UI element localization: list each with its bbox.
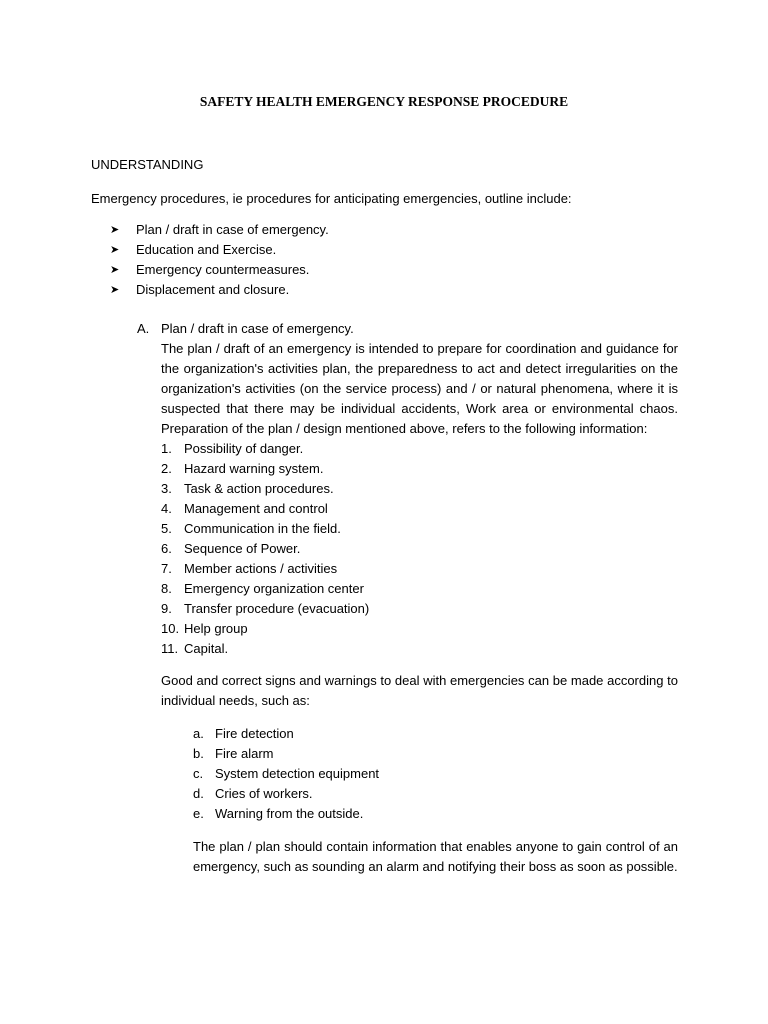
section-marker: A. [137, 321, 150, 336]
list-item: 1. Possibility of danger. [161, 441, 304, 456]
bullet-item: ➤ Education and Exercise. [110, 240, 329, 260]
list-item: 10. Help group [161, 621, 248, 636]
section-a [137, 319, 678, 877]
list-item: 4. Management and control [161, 501, 328, 516]
numbered-list [137, 439, 678, 659]
list-item: c. System detection equipment [193, 766, 380, 781]
intro-text: Emergency procedures, ie procedures for anticipating emergencies, outline include: [91, 191, 572, 206]
section-a-heading [137, 319, 678, 339]
list-item: 5. Communication in the field. [161, 521, 341, 536]
section-a-title: Plan / draft in case of emergency. [161, 321, 354, 336]
arrow-bullet-icon: ➤ [110, 264, 120, 276]
list-item: a. Fire detection [193, 726, 294, 741]
list-item: b. Fire alarm [193, 746, 274, 761]
arrow-bullet-icon: ➤ [110, 284, 120, 296]
list-item: 3. Task & action procedures. [161, 481, 334, 496]
list-item: e. Warning from the outside. [193, 806, 364, 821]
bullet-item: ➤ Displacement and closure. [110, 280, 329, 300]
list-item: 8. Emergency organization center [161, 581, 364, 596]
control-paragraph: The plan / plan should contain information that enables anyone to gain control of an emergency, such as sounding an alarm and notifying their boss as soon as possible. [193, 839, 678, 874]
list-item: 7. Member actions / activities [161, 561, 338, 576]
bullet-item: ➤ Emergency countermeasures. [110, 260, 329, 280]
signs-paragraph: Good and correct signs and warnings to deal with emergencies can be made according to individual needs, such as: [161, 673, 678, 708]
list-item: 2. Hazard warning system. [161, 461, 324, 476]
arrow-bullet-icon: ➤ [110, 224, 120, 236]
list-item: 9. Transfer procedure (evacuation) [161, 601, 370, 616]
section-a-paragraph: The plan / draft of an emergency is intended to prepare for coordination and guidance for the organization's activities plan, the preparedness to act and detect irregularities on the organization's activities (on the service process) and / or natural phenomena, where it is suspected that there may be individual accidents, Work area or environmental chaos. Preparation of the plan / design mentioned above, refers to the following information: [161, 341, 678, 436]
list-item: 6. Sequence of Power. [161, 541, 301, 556]
section-heading: UNDERSTANDING [91, 157, 204, 172]
bullet-list [110, 220, 329, 300]
lettered-list [137, 724, 678, 824]
list-item: 11. Capital. [161, 641, 229, 656]
bullet-item: ➤ Plan / draft in case of emergency. [110, 220, 329, 240]
arrow-bullet-icon: ➤ [110, 244, 120, 256]
list-item: d. Cries of workers. [193, 786, 313, 801]
document-title: SAFETY HEALTH EMERGENCY RESPONSE PROCEDURE [199, 94, 569, 109]
